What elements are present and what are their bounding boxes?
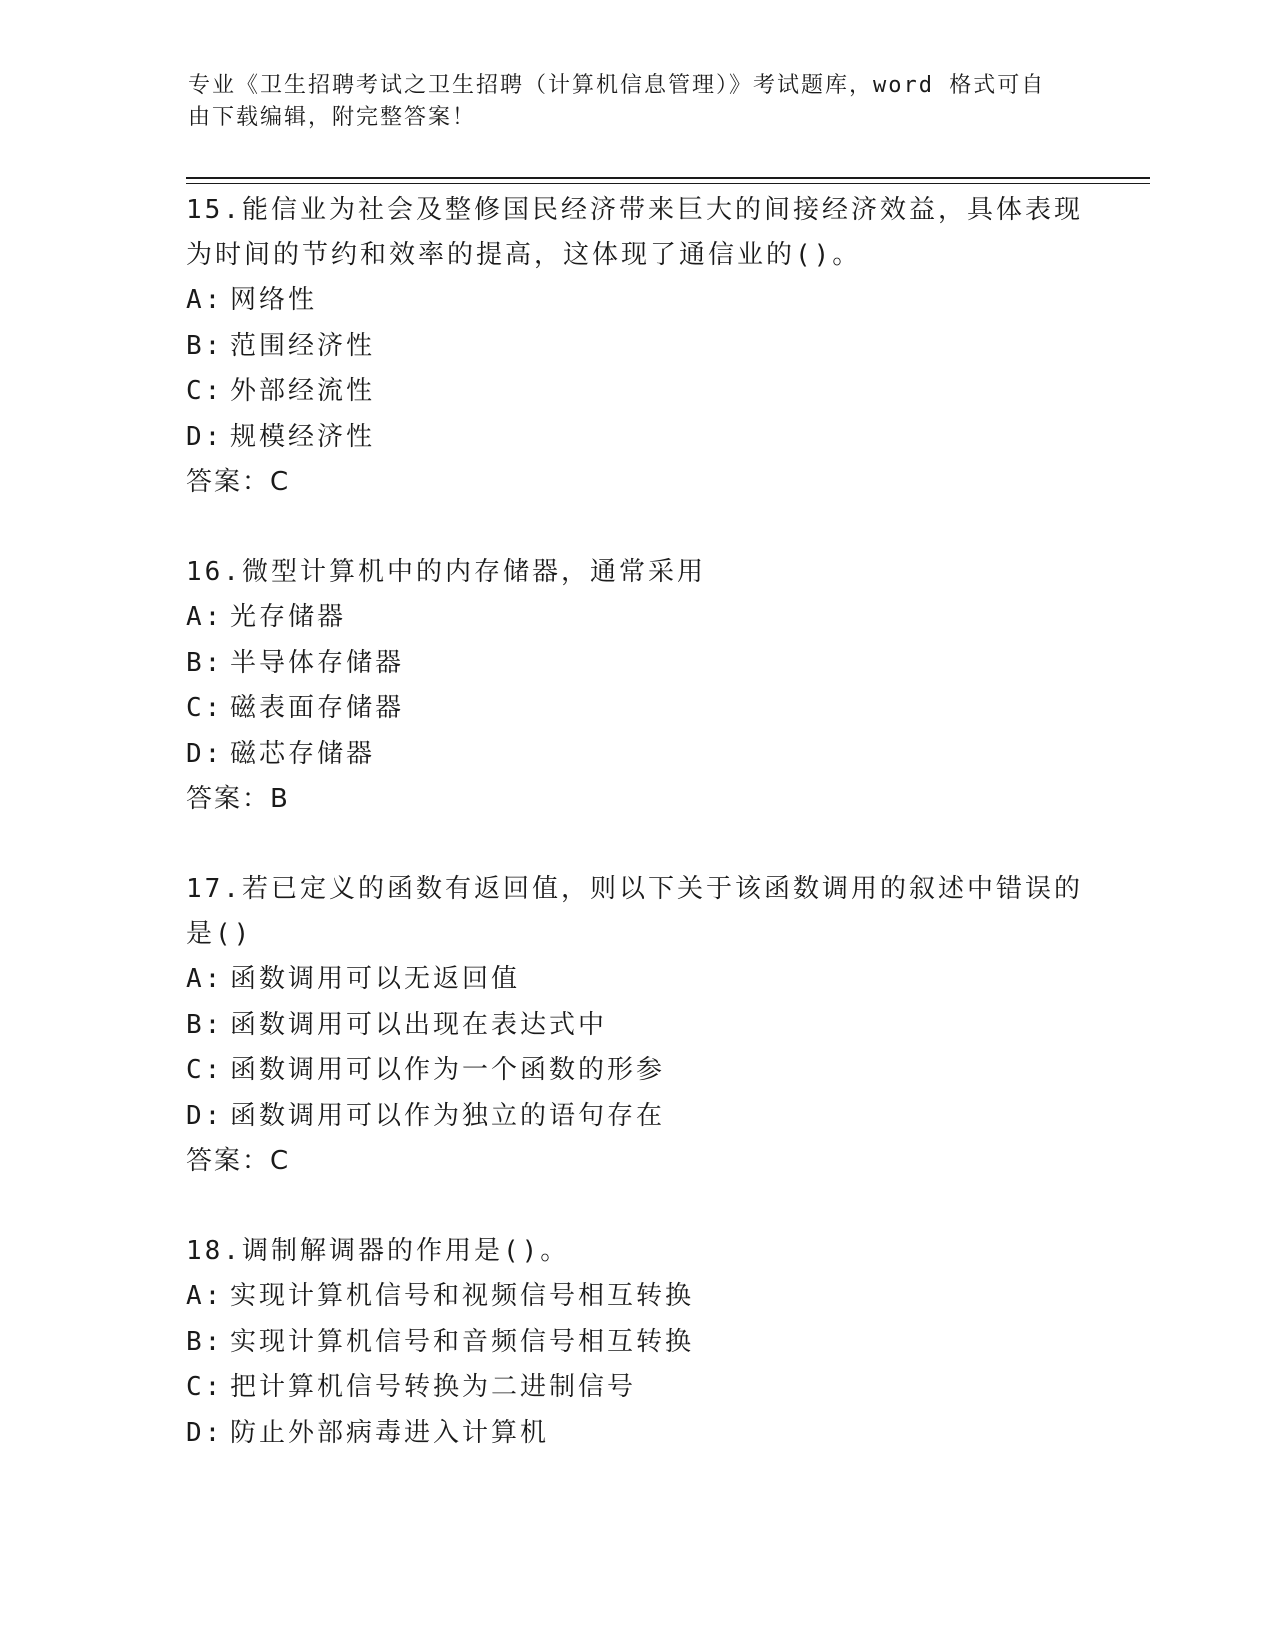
question-18: [186, 1229, 1086, 1456]
option-d: [186, 1094, 1086, 1140]
option-letter: A:: [186, 602, 224, 632]
question-text: 为时间的节约和效率的提高，这体现了通信业的()。: [186, 240, 862, 270]
option-text: 防止外部病毒进入计算机: [230, 1417, 550, 1448]
option-letter: C:: [186, 376, 224, 406]
option-letter: D:: [186, 421, 224, 452]
option-letter: C:: [186, 693, 224, 723]
option-text: 磁表面存储器: [230, 693, 405, 723]
option-a: [186, 1274, 1086, 1320]
question-16: [186, 550, 1086, 822]
option-text: 函数调用可以出现在表达式中: [230, 1009, 608, 1040]
option-c: [186, 1048, 1086, 1094]
option-letter: C:: [186, 1055, 224, 1085]
option-text: 光存储器: [230, 602, 347, 632]
option-letter: D:: [186, 1100, 224, 1131]
option-letter: A:: [186, 964, 224, 994]
option-letter: B:: [186, 1009, 224, 1040]
option-text: 外部经流性: [230, 376, 376, 406]
question-text: 15.能信业为社会及整修国民经济带来巨大的间接经济效益，具体表现: [186, 195, 1083, 225]
header-line-1: 专业《卫生招聘考试之卫生招聘（计算机信息管理）》考试题库，word 格式可自: [188, 73, 1046, 98]
question-text: 16.微型计算机中的内存储器，通常采用: [186, 557, 706, 587]
question-15: [186, 188, 1086, 505]
option-d: [186, 732, 1086, 778]
option-a: [186, 278, 1086, 324]
option-letter: C:: [186, 1372, 224, 1402]
document-header: [188, 70, 1068, 134]
answer-line: 答案：C: [186, 467, 291, 497]
answer-line: 答案：B: [186, 784, 290, 814]
option-a: [186, 595, 1086, 641]
question-17: [186, 867, 1086, 1184]
option-c: [186, 369, 1086, 415]
option-text: 函数调用可以作为一个函数的形参: [230, 1055, 666, 1085]
question-text: 是(): [186, 919, 253, 949]
option-letter: B:: [186, 330, 224, 361]
header-divider-thin: [186, 183, 1150, 184]
option-text: 函数调用可以无返回值: [230, 964, 521, 994]
header-line-2: 由下载编辑，附完整答案！: [188, 105, 477, 130]
option-b: [186, 641, 1086, 687]
option-c: [186, 1365, 1086, 1411]
option-text: 把计算机信号转换为二进制信号: [230, 1372, 637, 1402]
option-letter: A:: [186, 285, 224, 315]
option-letter: B:: [186, 647, 224, 678]
option-b: [186, 1320, 1086, 1366]
answer-line: 答案：C: [186, 1146, 291, 1176]
option-d: [186, 415, 1086, 461]
option-letter: D:: [186, 738, 224, 769]
option-text: 函数调用可以作为独立的语句存在: [230, 1100, 666, 1131]
option-text: 规模经济性: [230, 421, 376, 452]
question-list: [186, 188, 1086, 1501]
option-b: [186, 324, 1086, 370]
option-text: 磁芯存储器: [230, 738, 376, 769]
option-letter: A:: [186, 1281, 224, 1311]
option-c: [186, 686, 1086, 732]
question-text: 18.调制解调器的作用是()。: [186, 1236, 570, 1266]
option-text: 半导体存储器: [230, 647, 405, 678]
option-letter: D:: [186, 1417, 224, 1448]
question-text: 17.若已定义的函数有返回值，则以下关于该函数调用的叙述中错误的: [186, 874, 1083, 904]
option-text: 网络性: [230, 285, 318, 315]
option-b: [186, 1003, 1086, 1049]
option-d: [186, 1411, 1086, 1457]
option-text: 实现计算机信号和音频信号相互转换: [230, 1326, 695, 1357]
option-letter: B:: [186, 1326, 224, 1357]
header-divider-thick: [186, 177, 1150, 179]
option-a: [186, 957, 1086, 1003]
option-text: 实现计算机信号和视频信号相互转换: [230, 1281, 695, 1311]
option-text: 范围经济性: [230, 330, 376, 361]
